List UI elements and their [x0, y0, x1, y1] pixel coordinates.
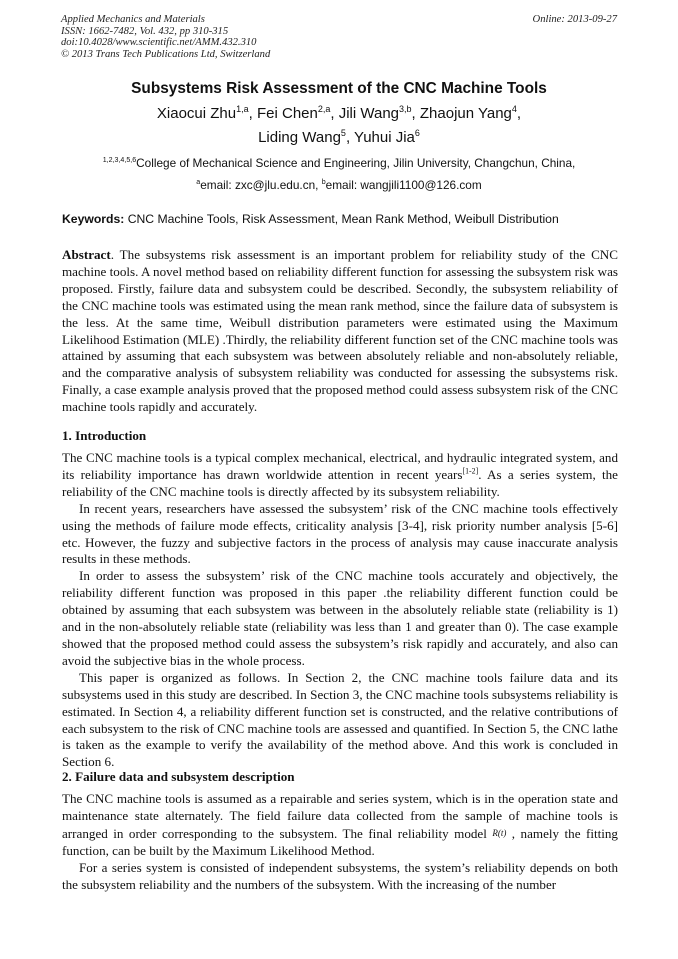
citation-ref[interactable]: [1-2]	[462, 466, 479, 476]
keywords-text: CNC Machine Tools, Risk Assessment, Mean Rank Method, Weibull Distribution	[124, 212, 559, 226]
paragraph: In recent years, researchers have assessed the subsystem’ risk of the CNC machine tools effectively using the methods of failure mode effects, criticality analysis [3-4], risk priority number analysis [5-6] etc. However, the fuzzy and subjective factors in the process of analysis may cause inaccurate analysis results in these methods.	[62, 500, 618, 567]
section-body-introduction	[62, 450, 618, 771]
issn-line: ISSN: 1662-7482, Vol. 432, pp 310-315	[61, 25, 229, 37]
author-affil-sup: 5	[340, 128, 346, 138]
author-separator: ,	[330, 105, 339, 122]
paragraph: For a series system is consisted of independent subsystems, the system’s reliability depends on both the subsystem reliability and the numbers of the subsystem. With the increasing of the number	[62, 859, 618, 892]
author-name: Zhaojun Yang	[419, 105, 512, 122]
paragraph	[62, 791, 618, 860]
email-sup: b	[321, 178, 326, 187]
journal-name: Applied Mechanics and Materials	[61, 14, 205, 25]
email-link[interactable]: email: wangjili1100@126.com	[325, 178, 482, 192]
section-heading: 2. Failure data and subsystem description	[62, 769, 295, 784]
email-link[interactable]: email: zxc@jlu.edu.cn,	[200, 178, 322, 192]
section-heading: 1. Introduction	[62, 428, 147, 443]
authors-line-2	[0, 129, 678, 146]
author-name: Liding Wang	[258, 129, 341, 146]
author-name: Xiaocui Zhu	[156, 105, 237, 122]
author-name: Fei Chen	[256, 105, 318, 122]
paragraph-text: . As a series system, the reliability of the CNC machine tools is directly affected by its subsystem reliability.	[62, 466, 618, 499]
math-inline: R(t)	[492, 827, 507, 838]
paragraph	[62, 450, 618, 501]
authors-line-1	[0, 105, 678, 122]
keywords-label: Keywords:	[62, 212, 125, 226]
abstract-label: Abstract	[62, 247, 111, 262]
author-name: Yuhui Jia	[354, 129, 415, 146]
section-body-failure-data	[62, 791, 618, 893]
doi-line: doi:10.4028/www.scientific.net/AMM.432.310	[61, 37, 257, 49]
affiliation	[0, 156, 678, 170]
email-sup: a	[196, 178, 201, 187]
copyright-line: © 2013 Trans Tech Publications Ltd, Switzerland	[61, 48, 271, 60]
author-affil-sup: 3,b	[399, 104, 412, 114]
paragraph-text: The CNC machine tools is assumed as a repairable and series system, which is in the operation state and maintenance state alternately. The field failure data collected from the sample of machine tools is arranged in order corresponding to the subsystem. The final reliability model	[62, 791, 618, 841]
abstract-text: . The subsystems risk assessment is an important problem for reliability study of the CNC machine tools. A novel method based on reliability different function for assessing the subsystem risk was proposed. Firstly, failure data and subsystem could be described. Secondly, the subsystem reliability of the CNC machine tools was estimated using the mean rank method, since the failure data of subsystem is the less. At the same time, Weibull distribution parameters were estimated using the Maximum Likelihood Estimation (MLE) .Thirdly, the reliability different function set of the CNC machine tools was attained by assuming that each subsystem was between absolutely reliable and non-absolutely reliable, and the comparative analysis of subsystem reliability was conducted for assessing the subsystems risk. Finally, a case example analysis proved that the proposed method could assess subsystem risk of the CNC machine tools rapidly and accurately.	[62, 247, 618, 415]
paper-title: Subsystems Risk Assessment of the CNC Machine Tools	[131, 80, 547, 97]
keywords	[62, 212, 618, 226]
author-separator: ,	[345, 129, 355, 146]
author-affil-sup: 4	[511, 104, 517, 114]
online-date: Online: 2013-09-27	[532, 14, 617, 25]
paragraph-text: , namely the fitting function, can be built by the Maximum Likelihood Method.	[62, 825, 618, 858]
author-separator: ,	[248, 105, 257, 122]
abstract	[62, 247, 618, 416]
author-separator: ,	[411, 105, 420, 122]
journal-header	[61, 14, 617, 60]
author-separator: ,	[516, 105, 522, 122]
author-emails	[0, 178, 678, 192]
affiliation-sup: 1,2,3,4,5,6	[102, 156, 137, 165]
author-name: Jili Wang	[338, 105, 400, 122]
paragraph: This paper is organized as follows. In Section 2, the CNC machine tools failure data and its subsystems used in this study are described. In Section 3, the CNC machine tools subsystems reliability is estimated. In Section 4, a reliability different function set is constructed, and the relative contributions of each subsystem to the risk of CNC machine tools are assessed and quantified. In Section 5, the CNC lathe is taken as the example to verify the availability of the method above. And this work is concluded in Section 6.	[62, 669, 618, 770]
paragraph: In order to assess the subsystem’ risk of the CNC machine tools accurately and objectively, the reliability different function was proposed in this paper .the reliability different function could be obtained by assuming that each subsystem was between in the absolutely reliable state (reliability is 1) and in the non-absolutely reliable state (reliability was less than 1 and greater than 0). The case example showed that the proposed method could assess the subsystem’s risk rapidly and accurately, and also can avoid the subjective bias in the whole process.	[62, 568, 618, 668]
affiliation-text: College of Mechanical Science and Engineering, Jilin University, Changchun, China,	[136, 156, 576, 170]
author-affil-sup: 1,a	[236, 104, 249, 114]
author-affil-sup: 2,a	[317, 104, 331, 114]
paragraph-text: The CNC machine tools is a typical complex mechanical, electrical, and hydraulic integrated system, and its reliability importance has drawn worldwide attention in recent years	[62, 450, 618, 482]
author-affil-sup: 6	[414, 128, 420, 138]
